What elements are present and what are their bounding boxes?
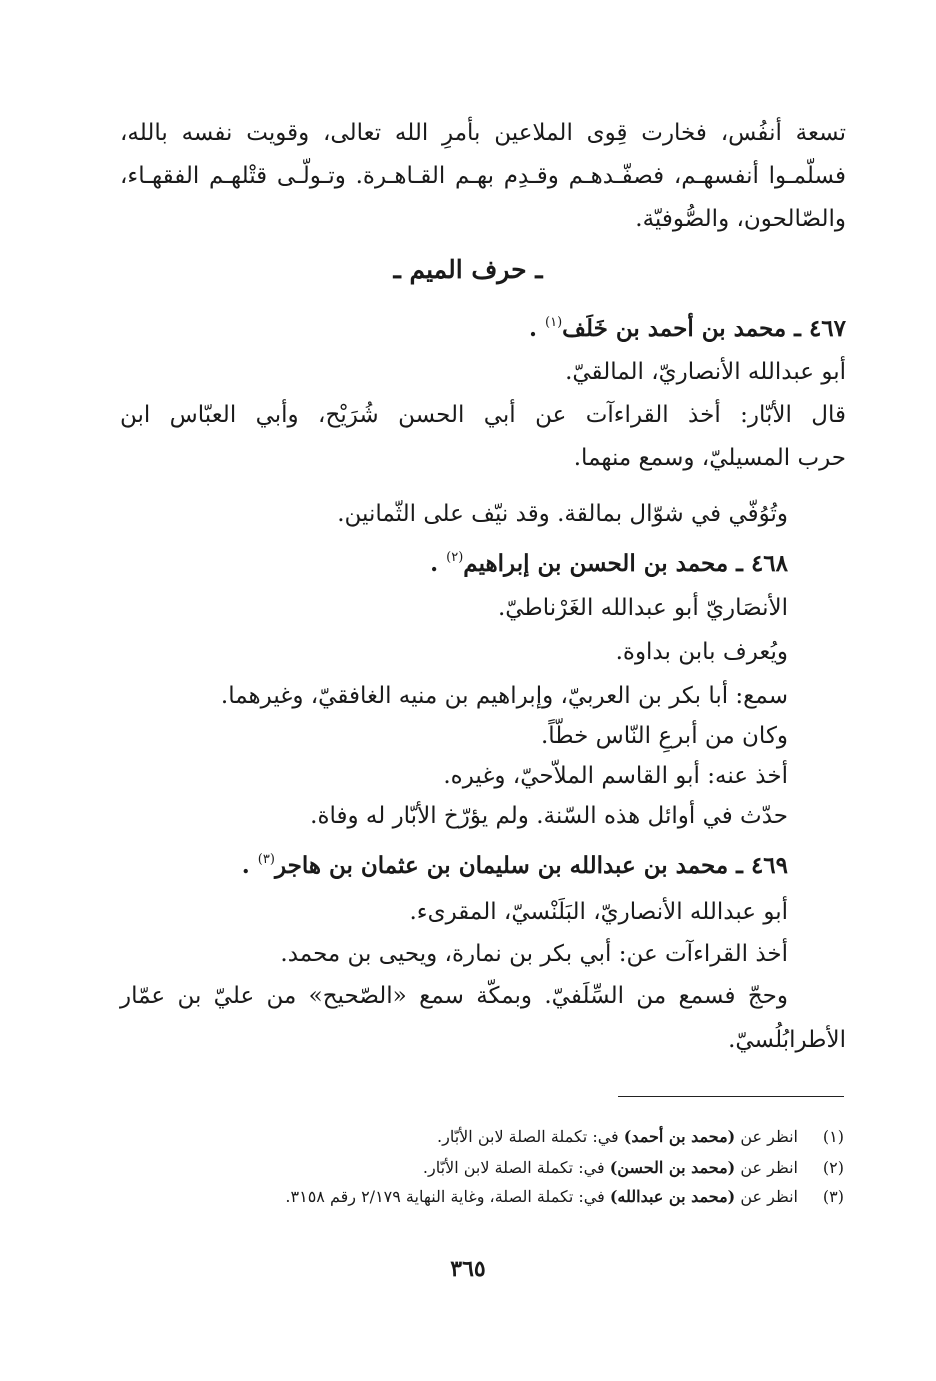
entry-title-text: ٤٦٧ ـ محمد بن أحمد بن خَلَف bbox=[562, 315, 846, 342]
text-line: أبو عبدالله الأنصاريّ، البَلَنْسيّ، المقرىء. bbox=[409, 899, 788, 925]
footnote-ref: (١) bbox=[545, 315, 563, 330]
footnote bbox=[120, 1155, 844, 1181]
footnote-name: (محمد بن أحمد) bbox=[623, 1127, 736, 1146]
text-line: سمع: أبا بكر بن العربيّ، وإبراهيم بن منيه الغافقيّ، وغيرهما. bbox=[220, 683, 788, 709]
title-end: . bbox=[241, 852, 250, 879]
text-line: قال الأبّار: أخذ القراءآت عن أبي الحسن شُرَيْح، وأبي العبّاس ابن bbox=[120, 402, 846, 428]
footnote bbox=[120, 1124, 844, 1150]
entry-title bbox=[529, 309, 846, 349]
text-line: أخذ عنه: أبو القاسم الملاّحيّ، وغيره. bbox=[443, 763, 788, 789]
text-line: حدّث في أوائل هذه السّنة. ولم يؤرّخ الأبّار له وفاة. bbox=[310, 803, 788, 829]
footnote bbox=[120, 1184, 844, 1210]
text-line: وحجّ فسمع من السِّلَفيّ. وبمكّة سمع «الصّحيح» من عليّ بن عمّار bbox=[120, 983, 788, 1009]
footnote-number: (١) bbox=[822, 1127, 844, 1146]
footnote-text: في: تكملة الصلة، وغاية النهاية ٢/١٧٩ رقم ٣١٥٨. bbox=[285, 1187, 610, 1206]
title-end: . bbox=[430, 550, 439, 577]
footnote-text: انظر عن bbox=[735, 1127, 798, 1146]
title-end: . bbox=[529, 315, 538, 342]
text-line: الأنصَاريّ أبو عبدالله الغَرْناطيّ. bbox=[497, 595, 788, 621]
entry-title-text: ٤٦٩ ـ محمد بن عبدالله بن سليمان بن عثمان بن هاجر bbox=[274, 852, 788, 879]
text-line: حرب المسيليّ، وسمع منهما. bbox=[573, 445, 846, 471]
footnote-text: في: تكملة الصلة لابن الأبّار. bbox=[422, 1158, 610, 1177]
footnote-number: (٣) bbox=[822, 1187, 844, 1206]
footnote-text: انظر عن bbox=[735, 1187, 798, 1206]
entry-title bbox=[430, 544, 788, 584]
text-line: وكان من أبرعِ النّاس خطّاً. bbox=[540, 723, 788, 749]
footnote-ref: (٢) bbox=[446, 550, 464, 565]
text-line: والصّالحون، والصُّوفيّة. bbox=[635, 206, 846, 232]
text-line: ويُعرف بابن بداوة. bbox=[615, 639, 788, 665]
text-line: الأطرابُلُسيّ. bbox=[728, 1027, 846, 1053]
text-line: تسعة أنفُس، فخارت قِوى الملاعين بأمرِ الله تعالى، وقويت نفسه بالله، bbox=[120, 120, 846, 146]
text-line: فسلّمـوا أنفسهـم، فصفّـدهـم وقـدِم بهـم القـاهـرة. وتـولّـى قتْلهـم الفقهـاء، bbox=[120, 163, 846, 189]
footnote-text: انظر عن bbox=[735, 1158, 798, 1177]
text-line: وتُوُفّي في شوّال بمالقة. وقد نيّف على الثّمانين. bbox=[337, 501, 788, 527]
footnote-ref: (٣) bbox=[257, 852, 275, 867]
footnote-number: (٢) bbox=[822, 1158, 844, 1177]
text-line: أبو عبدالله الأنصاريّ، المالقيّ. bbox=[565, 359, 846, 385]
entry-title-text: ٤٦٨ ـ محمد بن الحسن بن إبراهيم bbox=[463, 550, 788, 577]
footnote-divider bbox=[618, 1096, 844, 1097]
page-number: ٣٦٥ bbox=[450, 1256, 486, 1282]
footnote-name: (محمد بن عبدالله) bbox=[609, 1187, 736, 1206]
footnote-text: في: تكملة الصلة لابن الأبّار. bbox=[437, 1127, 624, 1146]
footnote-name: (محمد بن الحسن) bbox=[609, 1158, 736, 1177]
section-heading: ـ حرف الميم ـ bbox=[393, 255, 543, 284]
entry-title bbox=[242, 846, 788, 886]
text-line: أخذ القراءآت عن: أبي بكر بن نمارة، ويحيى بن محمد. bbox=[280, 941, 788, 967]
